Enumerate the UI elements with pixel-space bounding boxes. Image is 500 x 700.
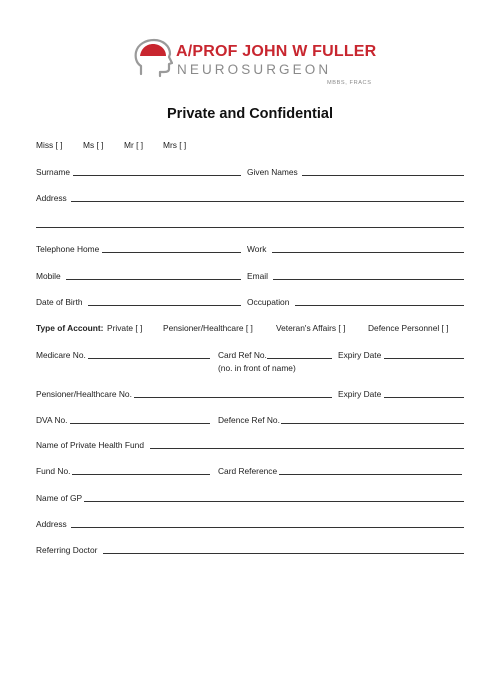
dva-no-label: DVA No. [36, 415, 68, 425]
email-field[interactable] [273, 279, 464, 280]
card-ref-note: (no. in front of name) [218, 363, 296, 373]
address-field-line-2[interactable] [36, 227, 464, 228]
title-option-mr[interactable]: Mr [ ] [124, 140, 144, 150]
health-fund-field[interactable] [150, 448, 464, 449]
work-label: Work [247, 244, 267, 254]
defence-ref-no-field[interactable] [281, 423, 464, 424]
given-names-label: Given Names [247, 167, 298, 177]
head-profile-logo-icon [133, 38, 173, 78]
doctor-specialty: NEUROSURGEON [177, 62, 332, 77]
card-reference-field[interactable] [279, 474, 462, 475]
expiry-date-2-field[interactable] [384, 397, 464, 398]
dob-label: Date of Birth [36, 297, 83, 307]
address-label: Address [36, 193, 67, 203]
expiry-date-2-label: Expiry Date [338, 389, 382, 399]
form-title: Private and Confidential [167, 106, 333, 122]
fund-no-label: Fund No. [36, 466, 71, 476]
mobile-label: Mobile [36, 271, 61, 281]
title-option-mrs[interactable]: Mrs [ ] [163, 140, 187, 150]
dob-field[interactable] [88, 305, 241, 306]
fund-no-field[interactable] [72, 474, 210, 475]
pensioner-no-field[interactable] [134, 397, 332, 398]
title-option-ms[interactable]: Ms [ ] [83, 140, 104, 150]
medicare-no-field[interactable] [88, 358, 210, 359]
telephone-home-label: Telephone Home [36, 244, 100, 254]
given-names-field[interactable] [302, 175, 464, 176]
card-ref-no-field[interactable] [267, 358, 332, 359]
medicare-no-label: Medicare No. [36, 350, 86, 360]
occupation-field[interactable] [295, 305, 464, 306]
health-fund-label: Name of Private Health Fund [36, 440, 144, 450]
gp-address-field[interactable] [71, 527, 464, 528]
telephone-home-field[interactable] [102, 252, 241, 253]
address-field[interactable] [71, 201, 464, 202]
card-reference-label: Card Reference [218, 466, 278, 476]
account-type-label: Type of Account: [36, 323, 104, 333]
dva-no-field[interactable] [70, 423, 210, 424]
defence-ref-no-label: Defence Ref No. [218, 415, 280, 425]
mobile-field[interactable] [66, 279, 241, 280]
pensioner-no-label: Pensioner/Healthcare No. [36, 389, 132, 399]
work-field[interactable] [272, 252, 464, 253]
gp-name-label: Name of GP [36, 493, 83, 503]
gp-name-field[interactable] [84, 501, 464, 502]
referring-doctor-field[interactable] [103, 553, 464, 554]
referring-doctor-label: Referring Doctor [36, 545, 98, 555]
account-option-private[interactable]: Private [ ] [107, 323, 143, 333]
doctor-qualifications: MBBS, FRACS [327, 80, 372, 86]
account-option-pensioner[interactable]: Pensioner/Healthcare [ ] [163, 323, 253, 333]
expiry-date-field[interactable] [384, 358, 464, 359]
account-option-defence[interactable]: Defence Personnel [ ] [368, 323, 449, 333]
surname-field[interactable] [73, 175, 241, 176]
letterhead-logo [133, 38, 377, 88]
email-label: Email [247, 271, 268, 281]
card-ref-no-label: Card Ref No. [218, 350, 267, 360]
doctor-name: A/PROF JOHN W FULLER [176, 43, 377, 60]
expiry-date-label: Expiry Date [338, 350, 382, 360]
title-option-miss[interactable]: Miss [ ] [36, 140, 63, 150]
surname-label: Surname [36, 167, 70, 177]
account-option-veterans[interactable]: Veteran's Affairs [ ] [276, 323, 346, 333]
gp-address-label: Address [36, 519, 67, 529]
occupation-label: Occupation [247, 297, 290, 307]
